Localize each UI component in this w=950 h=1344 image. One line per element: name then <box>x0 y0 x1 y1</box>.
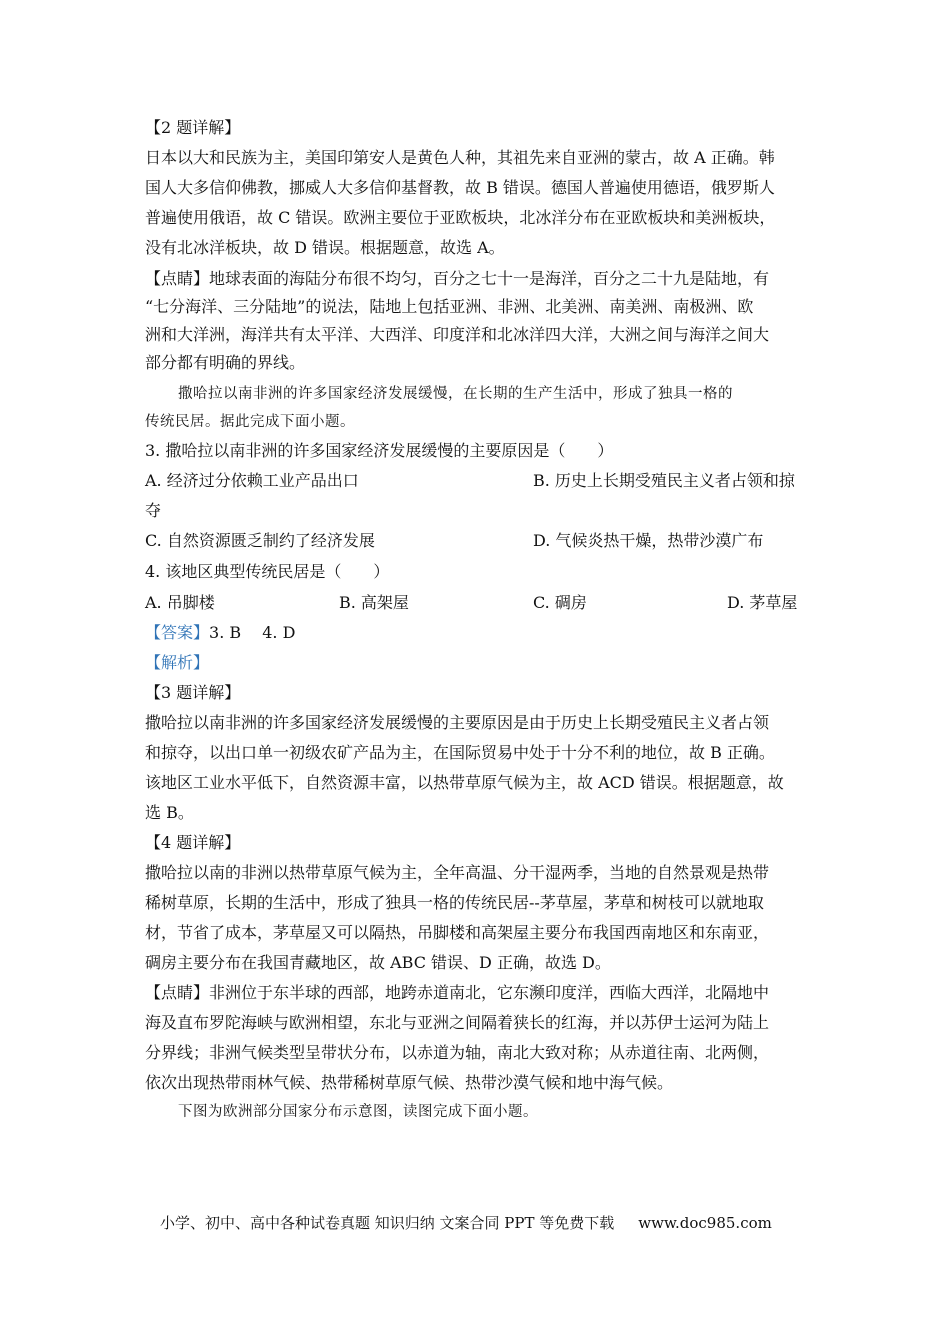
q2-detail-line-3: 普遍使用俄语，故 C 错误。欧洲主要位于亚欧板块，北冰洋分布在亚欧板块和美洲板块， <box>145 208 776 227</box>
q4-tip-line-2: 海及直布罗陀海峡与欧洲相望，东北与亚洲之间隔着狭长的红海，并以苏伊士运河为陆上 <box>145 1013 770 1032</box>
q2-detail-line-1: 日本以大和民族为主，美国印第安人是黄色人种，其祖先来自亚洲的蒙古，故 A 正确。韩 <box>145 148 775 167</box>
q4-tip-line-4: 依次出现热带雨林气候、热带稀树草原气候、热带沙漠气候和地中海气候。 <box>145 1073 674 1092</box>
q4-question: 4. 该地区典型传统民居是（ ） <box>145 562 390 581</box>
answer-label: 【答案】 <box>145 623 210 642</box>
q4-option-b: B. 高架屋 <box>339 593 409 612</box>
stem-line-1: 撒哈拉以南非洲的许多国家经济发展缓慢，在长期的生产生活中，形成了独具一格的 <box>178 386 733 402</box>
q4-detail-line-4: 碉房主要分布在我国青藏地区，故 ABC 错误、D 正确，故选 D。 <box>145 953 611 972</box>
q4-detail-heading: 【4 题详解】 <box>145 833 241 852</box>
q2-tip-label: 【点睛】 <box>145 269 210 288</box>
answer-text: 3. B 4. D <box>209 623 296 642</box>
answer-line <box>145 622 295 644</box>
q3-question: 3. 撒哈拉以南非洲的许多国家经济发展缓慢的主要原因是（ ） <box>145 441 614 460</box>
q4-tip-text-1: 非洲位于东半球的西部，地跨赤道南北，它东濒印度洋，西临大西洋，北隔地中 <box>209 983 770 1002</box>
q3-option-b: B. 历史上长期受殖民主义者占领和掠 <box>533 471 795 490</box>
q2-tip-text-1: 地球表面的海陆分布很不均匀，百分之七十一是海洋，百分之二十九是陆地，有 <box>209 269 770 288</box>
q4-option-a: A. 吊脚楼 <box>145 593 215 612</box>
stem-line-2: 传统民居。据此完成下面小题。 <box>145 414 355 430</box>
q4-detail-line-2: 稀树草原，长期的生活中，形成了独具一格的传统民居--茅草屋，茅草和树枝可以就地取 <box>145 893 764 912</box>
q4-tip-label: 【点睛】 <box>145 983 210 1002</box>
q2-tip-line-4: 部分都有明确的界线。 <box>145 353 306 372</box>
q2-tip-line-1 <box>145 268 769 290</box>
footer-site-link[interactable]: www.doc985.com <box>638 1214 772 1232</box>
q2-detail-heading: 【2 题详解】 <box>145 118 241 137</box>
q3-detail-line-2: 和掠夺，以出口单一初级农矿产品为主，在国际贸易中处于十分不利的地位，故 B 正确。 <box>145 743 775 762</box>
q2-tip-line-3: 洲和大洋洲，海洋共有太平洋、大西洋、印度洋和北冰洋四大洋，大洲之间与海洋之间大 <box>145 325 770 344</box>
q3-detail-line-1: 撒哈拉以南非洲的许多国家经济发展缓慢的主要原因是由于历史上长期受殖民主义者占领 <box>145 713 770 732</box>
page-footer <box>160 1212 772 1234</box>
q3-detail-line-4: 选 B。 <box>145 803 194 822</box>
footer-text: 小学、初中、高中各种试卷真题 知识归纳 文案合同 PPT 等免费下载 <box>160 1214 615 1232</box>
q4-detail-line-1: 撒哈拉以南的非洲以热带草原气候为主，全年高温、分干湿两季，当地的自然景观是热带 <box>145 863 770 882</box>
q2-detail-line-2: 国人大多信仰佛教，挪威人大多信仰基督教，故 B 错误。德国人普遍使用德语，俄罗斯人 <box>145 178 775 197</box>
q3-option-a: A. 经济过分依赖工业产品出口 <box>145 471 359 490</box>
q3-option-b-continued: 夺 <box>145 501 162 520</box>
q2-detail-line-4: 没有北冰洋板块，故 D 错误。根据题意，故选 A。 <box>145 238 505 257</box>
q4-tip-line-3: 分界线；非洲气候类型呈带状分布，以赤道为轴，南北大致对称；从赤道往南、北两侧， <box>145 1043 770 1062</box>
q4-tip-line-1 <box>145 982 769 1004</box>
q4-option-d: D. 茅草屋 <box>727 593 798 612</box>
next-stem: 下图为欧洲部分国家分布示意图，读图完成下面小题。 <box>178 1104 538 1120</box>
q3-detail-heading: 【3 题详解】 <box>145 683 241 702</box>
q2-tip-line-2: “七分海洋、三分陆地”的说法，陆地上包括亚洲、非洲、北美洲、南美洲、南极洲、欧 <box>145 297 754 316</box>
q3-detail-line-3: 该地区工业水平低下，自然资源丰富，以热带草原气候为主，故 ACD 错误。根据题意，故 <box>145 773 784 792</box>
q3-option-c: C. 自然资源匮乏制约了经济发展 <box>145 531 375 550</box>
analysis-label: 【解析】 <box>145 653 210 672</box>
q4-detail-line-3: 材，节省了成本，茅草屋又可以隔热，吊脚楼和高架屋主要分布我国西南地区和东南亚， <box>145 923 770 942</box>
q4-option-c: C. 碉房 <box>533 593 587 612</box>
q3-option-d: D. 气候炎热干燥，热带沙漠广布 <box>533 531 764 550</box>
